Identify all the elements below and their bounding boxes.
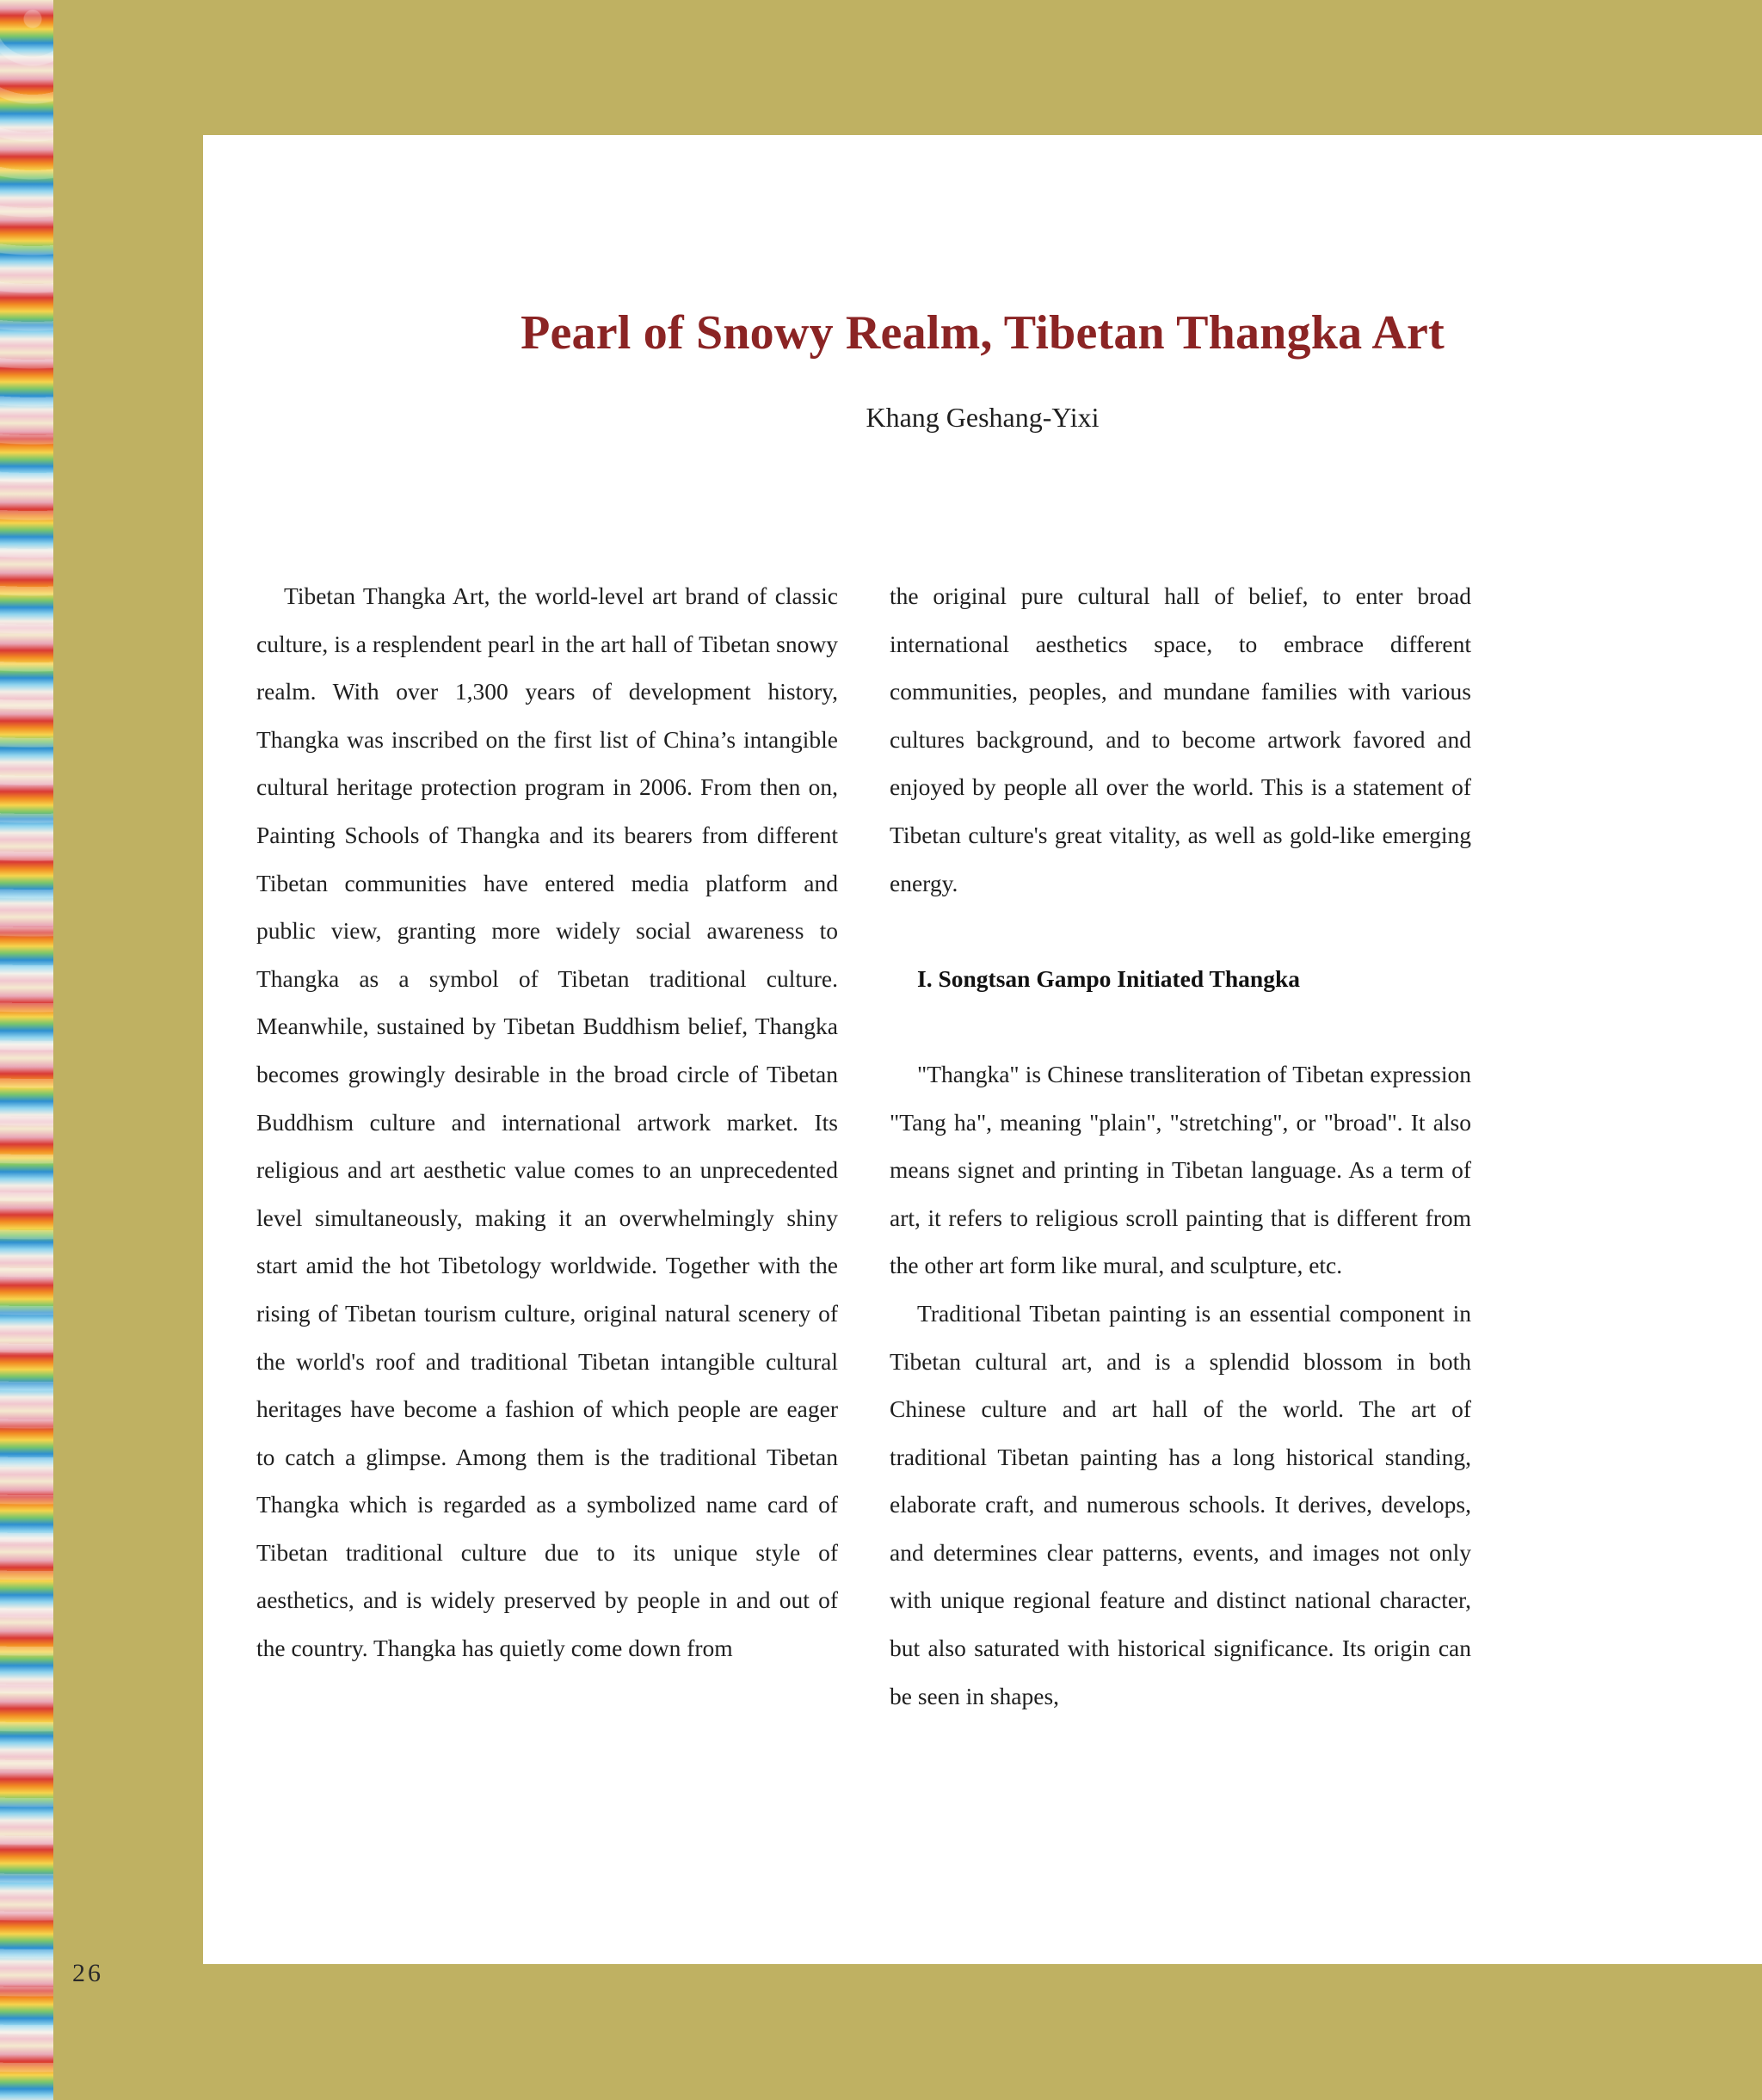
article-page <box>203 135 1762 1964</box>
article-title: Pearl of Snowy Realm, Tibetan Thangka Art <box>521 306 1445 360</box>
page-number: 26 <box>72 1959 103 1987</box>
section-spacer <box>890 907 1471 955</box>
decorative-bead-strip <box>0 0 53 2100</box>
section-heading: I. Songtsan Gampo Initiated Thangka <box>917 964 1300 992</box>
left-column <box>256 572 838 1672</box>
thangka-definition-paragraph: "Thangka" is Chinese transliteration of Tibetan expression "Tang ha", meaning "plain", "stretching", or "broad". It also means signet and printing in Tibetan language. As a term of art, it refers to religious scroll painting that is different from the other art form like mural, and sculpture, etc. <box>890 1060 1471 1279</box>
right-column <box>890 572 1471 1720</box>
intro-paragraph-continuation: the original pure cultural hall of belief, to enter broad international aesthetics space, to embrace different communities, peoples, and mundane families with various cultures background, and to become artwork favored and enjoyed by people all over the world. This is a statement of Tibetan culture's great vitality, as well as gold-like emerging energy. <box>890 582 1471 896</box>
article-author: Khang Geshang-Yixi <box>866 402 1100 433</box>
intro-paragraph: Tibetan Thangka Art, the world-level art brand of classic culture, is a resplendent pearl in the art hall of Tibetan snowy realm. With over 1,300 years of development history, Thangka was inscribed on the first list of China’s intangible cultural heritage protection program in 2006. From then on, Painting Schools of Thangka and its bearers from different Tibetan communities have entered media platform and public view, granting more widely social awareness to Thangka as a symbol of Tibetan traditional culture. Meanwhile, sustained by Tibetan Buddhism belief, Thangka becomes growingly desirable in the broad circle of Tibetan Buddhism culture and international artwork market. Its religious and art aesthetic value comes to an unprecedented level simultaneously, making it an overwhelmingly shiny start amid the hot Tibetology worldwide. Together with the rising of Tibetan tourism culture, original natural scenery of the world's roof and traditional Tibetan intangible cultural heritages have become a fashion of which people are eager to catch a glimpse. Among them is the traditional Tibetan Thangka which is regarded as a symbolized name card of Tibetan traditional culture due to its unique style of aesthetics, and is widely preserved by people in and out of the country. Thangka has quietly come down from <box>256 582 838 1662</box>
section-spacer <box>890 1002 1471 1050</box>
tibetan-painting-paragraph: Traditional Tibetan painting is an essential component in Tibetan cultural art, and is a splendid blossom in both Chinese culture and art hall of the world. The art of traditional Tibetan painting has a long historical standing, elaborate craft, and numerous schools. It derives, develops, and determines clear patterns, events, and images not only with unique regional feature and distinct national character, but also saturated with historical significance. Its origin can be seen in shapes, <box>890 1299 1471 1709</box>
